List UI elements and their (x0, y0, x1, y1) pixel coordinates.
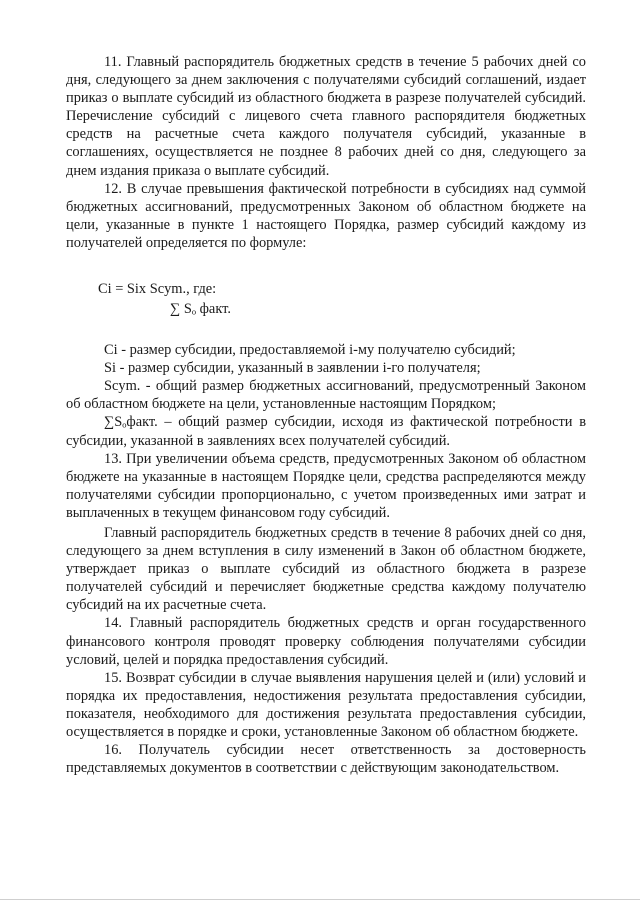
formula-definitions (66, 341, 586, 450)
definition-sfact: ∑Sₒфакт. – общий размер субсидии, исходя из фактической потребности в субсидии, указанной в заявлениях всех получателей субсидий. (66, 414, 586, 449)
paragraph-14: 14. Главный распорядитель бюджетных средств и орган государственного финансового контроля проводят проверку соблюдения получателями субсидии условий, целей и порядка предоставления субсидий. (66, 615, 586, 668)
page-edge-divider (0, 899, 640, 900)
subsidy-formula (98, 279, 586, 319)
definition-scym: Scym. - общий размер бюджетных ассигнований, предусмотренный Законом об областном бюджете на цели, установленные настоящим Порядком; (66, 378, 586, 413)
paragraph-11: 11. Главный распорядитель бюджетных средств в течение 5 рабочих дней со дня, следующего за днем заключения с получателями субсидий соглашений, издает приказ о выплате субсидий из областного бюджета в разрезе получателей субсидий. Перечисление субсидий с лицевого счета главного распорядителя бюджетных средств на расчетные счета каждого получателя субсидий, указанные в соглашениях, осуществляется не позднее 8 рабочих дней со дня, следующего за днем издания приказа о выплате субсидий. (66, 54, 586, 179)
definition-si: Si - размер субсидии, указанный в заявлении i-го получателя; (104, 360, 481, 377)
paragraph-12: 12. В случае превышения фактической потребности в субсидиях над суммой бюджетных ассигнований, предусмотренных Законом об областном бюджете на цели, указанные в пункте 1 настоящего Порядка, размер субсидий каждому из получателей определяется по формуле: (66, 180, 586, 251)
paragraph-13: 13. При увеличении объема средств, предусмотренных Законом об областном бюджете на указанные в настоящем Порядке цели, средства распределяются между получателями субсидии пропорционально, с учетом произведенных ими затрат и выплаченных в текущем финансовом году субсидий. (66, 450, 586, 521)
paragraph-13-continued: Главный распорядитель бюджетных средств в течение 8 рабочих дней со дня, следующего за днем вступления в силу изменений в Закон об областном бюджете, утверждает приказ о выплате субсидий из областного бюджета в разрезе получателей субсидий и перечисляет бюджетные средства каждому получателю субсидий на их расчетные счета. (66, 524, 586, 614)
paragraph-15: 15. Возврат субсидии в случае выявления нарушения целей и (или) условий и порядка их предоставления, недостижения результата предоставления субсидии, показателя, необходимого для достижения результата предоставления субсидии, осуществляется в порядке и сроки, установленные Законом об областном бюджете. (66, 669, 586, 740)
document-body (66, 53, 586, 777)
formula-denominator: ∑ Sₒ факт. (170, 301, 231, 318)
paragraph-16: 16. Получатель субсидии несет ответственность за достоверность представляемых документов в соответствии с действующим законодательством. (66, 742, 586, 777)
formula-numerator: Ci = Six Scym., где: (98, 281, 217, 298)
definition-ci: Ci - размер субсидии, предоставляемой i-му получателю субсидий; (104, 342, 516, 359)
